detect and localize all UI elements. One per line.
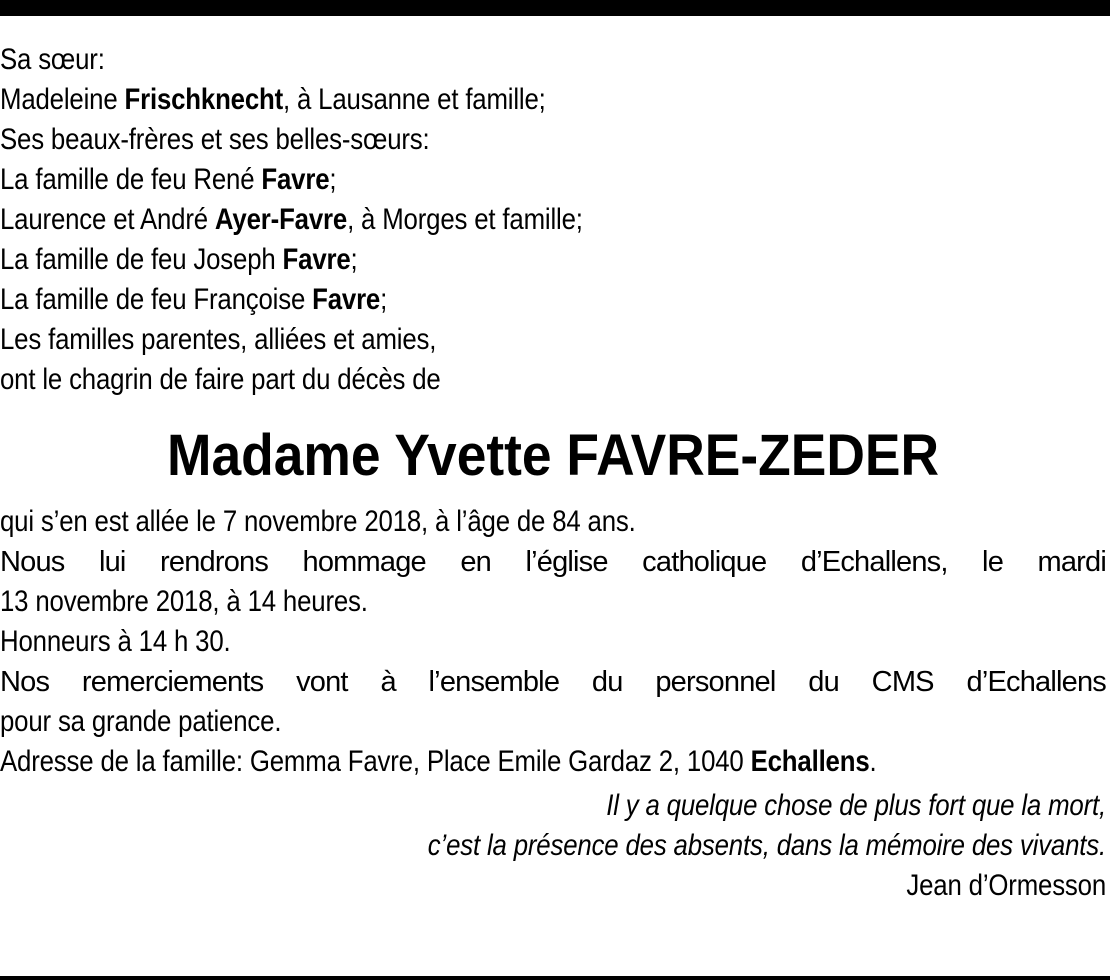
family-text: , à Lausanne et famille; [283, 83, 546, 116]
family-line [0, 120, 951, 160]
family-line [0, 360, 951, 400]
family-line [0, 200, 951, 240]
funeral-details [0, 502, 1106, 782]
family-text: La famille de feu Joseph [0, 243, 283, 276]
family-text: Madeleine [0, 83, 125, 116]
family-line [0, 160, 951, 200]
details-line: 13 novembre 2018, à 14 heures. [0, 585, 368, 618]
details-line: Nos remerciements vont à l’ensemble du personnel du CMS d’Echallens [0, 666, 1106, 698]
family-text: ; [350, 243, 358, 276]
quotation [0, 786, 1106, 906]
family-text: Laurence et André [0, 203, 215, 236]
top-rule [0, 0, 1110, 16]
family-surname: Ayer-Favre [214, 203, 348, 236]
details-line: Nous lui rendrons hommage en l’église catholique d’Echallens, le mardi [0, 546, 1106, 578]
family-line [0, 240, 951, 280]
details-line: pour sa grande patience. [0, 705, 282, 738]
family-line [0, 280, 951, 320]
bottom-rule [0, 976, 1110, 980]
family-surname: Frischknecht [124, 83, 284, 116]
family-text: ont le chagrin de faire part du décès de [0, 363, 441, 396]
family-text: La famille de feu René [0, 163, 262, 196]
deceased-name: Madame Yvette FAVRE-ZEDER [167, 423, 939, 488]
family-list [0, 40, 1106, 400]
family-line [0, 80, 951, 120]
details-line: Honneurs à 14 h 30. [0, 625, 231, 658]
family-surname: Favre [282, 243, 351, 276]
address-town: Echallens [750, 745, 870, 778]
quote-line: Il y a quelque chose de plus fort que la mort, [606, 789, 1106, 822]
address-text: . [869, 745, 877, 778]
family-text: ; [380, 283, 388, 316]
details-line: qui s’en est allée le 7 novembre 2018, à l’âge de 84 ans. [0, 505, 636, 538]
obituary-notice [0, 40, 1106, 906]
family-surname: Favre [261, 163, 330, 196]
family-line [0, 40, 951, 80]
family-line [0, 320, 951, 360]
family-text: La famille de feu Françoise [0, 283, 313, 316]
family-text: ; [329, 163, 337, 196]
family-text: Sa sœur: [0, 43, 105, 76]
quote-line: c’est la présence des absents, dans la mémoire des vivants. [427, 829, 1106, 862]
family-text: Les familles parentes, alliées et amies, [0, 323, 437, 356]
family-address [0, 742, 951, 782]
address-text: Adresse de la famille: Gemma Favre, Place Emile Gardaz 2, 1040 [0, 745, 751, 778]
family-text: Ses beaux-frères et ses belles-sœurs: [0, 123, 430, 156]
family-surname: Favre [312, 283, 381, 316]
quote-author: Jean d’Ormesson [906, 869, 1106, 902]
family-text: , à Morges et famille; [347, 203, 583, 236]
